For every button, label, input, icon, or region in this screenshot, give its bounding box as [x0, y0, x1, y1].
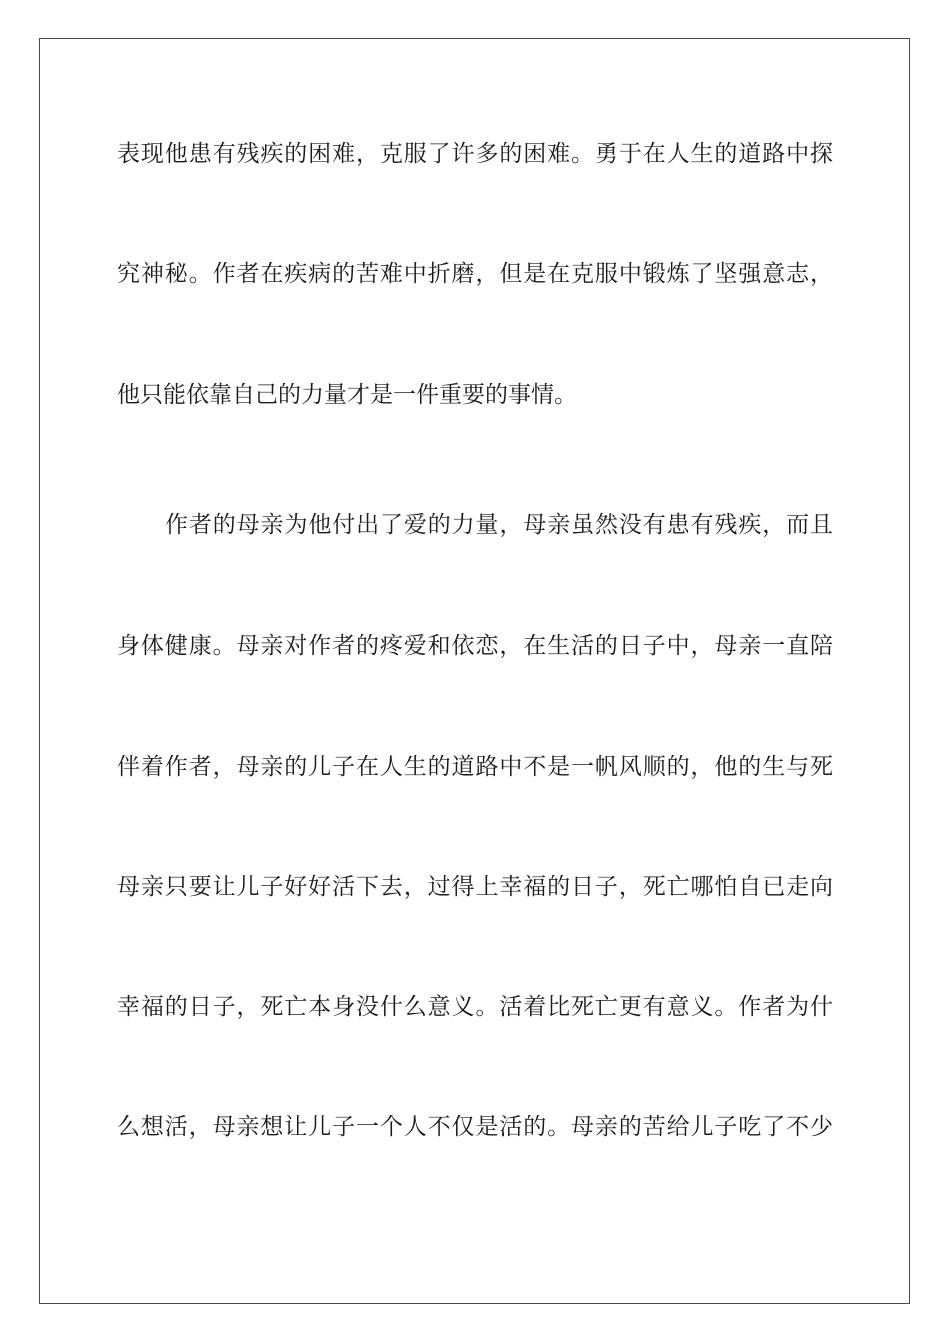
text-line-9: 么想活，母亲想让儿子一个人不仅是活的。母亲的苦给儿子吃了不少 — [117, 1114, 833, 1140]
text-line-1: 表现他患有残疾的困难，克服了许多的困难。勇于在人生的道路中探 — [117, 141, 833, 167]
text-line-2: 究神秘。作者在疾病的苦难中折磨，但是在克服中锻炼了坚强意志， — [117, 261, 833, 287]
text-line-5: 身体健康。母亲对作者的疼爱和依恋，在生活的日子中，母亲一直陪 — [117, 633, 833, 659]
text-line-6: 伴着作者，母亲的儿子在人生的道路中不是一帆风顺的，他的生与死 — [117, 754, 833, 780]
text-line-4: 作者的母亲为他付出了爱的力量，母亲虽然没有患有残疾，而且 — [165, 512, 833, 538]
text-line-8: 幸福的日子，死亡本身没什么意义。活着比死亡更有意义。作者为什 — [117, 994, 833, 1020]
text-line-3: 他只能依靠自己的力量才是一件重要的事情。 — [117, 382, 577, 408]
text-line-7: 母亲只要让儿子好好活下去，过得上幸福的日子，死亡哪怕自已走向 — [117, 874, 833, 900]
